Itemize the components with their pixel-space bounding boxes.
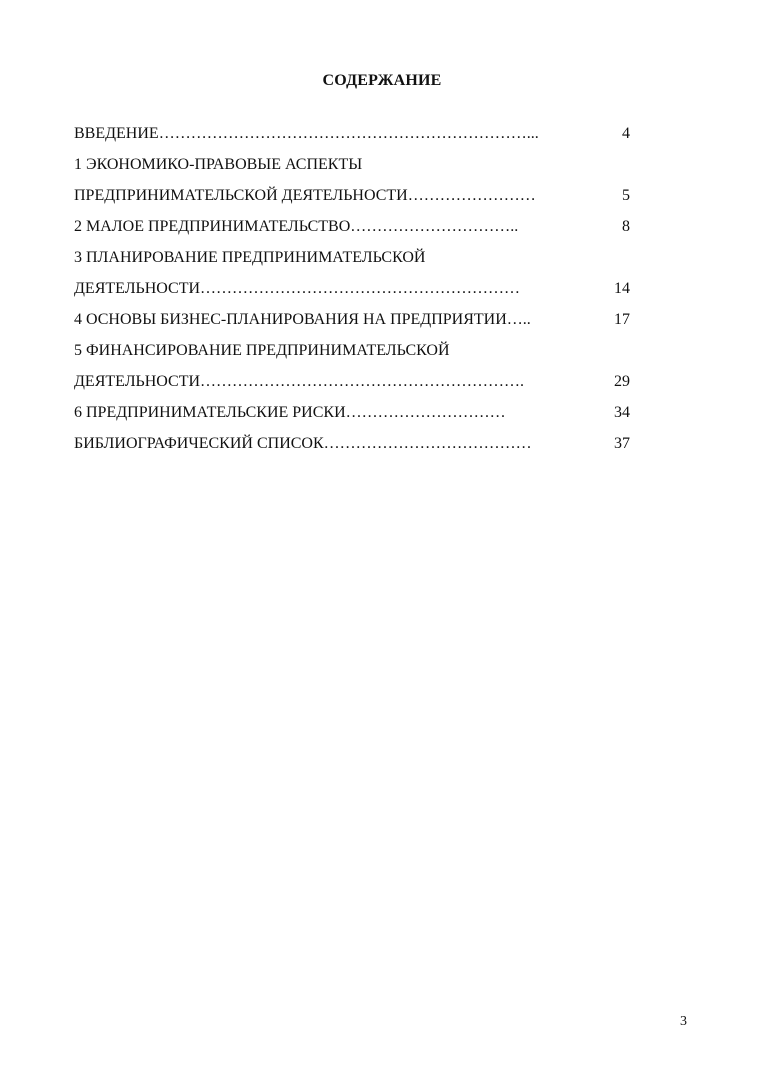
toc-entry-page: 4 [622,125,630,142]
toc-entry-text: 5 ФИНАНСИРОВАНИЕ ПРЕДПРИНИМАТЕЛЬСКОЙ [74,342,450,359]
toc-entry-page: 17 [614,311,630,328]
toc-entry-page: 29 [614,373,630,390]
toc-entry-section-2 [74,211,634,242]
toc-entry-text: 4 ОСНОВЫ БИЗНЕС-ПЛАНИРОВАНИЯ НА ПРЕДПРИЯТИИ….. [74,311,531,328]
toc-entry-bibliography [74,428,634,459]
page-number: 3 [680,1014,687,1029]
toc-title: СОДЕРЖАНИЕ [322,72,442,89]
toc-entry-page: 5 [622,187,630,204]
toc-entry-text: ПРЕДПРИНИМАТЕЛЬСКОЙ ДЕЯТЕЛЬНОСТИ…………………… [74,187,536,204]
toc-entry-section-1-line-2 [74,180,634,211]
toc-entry-section-5-line-1 [74,335,634,366]
toc-entry-text: ДЕЯТЕЛЬНОСТИ……………………………………………………. [74,373,525,390]
table-of-contents [74,118,634,459]
toc-entry-section-5-line-2 [74,366,634,397]
toc-entry-section-4 [74,304,634,335]
toc-entry-section-3-line-1 [74,242,634,273]
toc-entry-text: ВВЕДЕНИЕ……………………………………………………………... [74,125,539,142]
toc-entry-text: 1 ЭКОНОМИКО-ПРАВОВЫЕ АСПЕКТЫ [74,156,363,173]
toc-entry-text: 6 ПРЕДПРИНИМАТЕЛЬСКИЕ РИСКИ………………………… [74,404,506,421]
toc-entry-page: 37 [614,435,630,452]
toc-entry-text: ДЕЯТЕЛЬНОСТИ…………………………………………………… [74,280,521,297]
toc-entry-section-1-line-1 [74,149,634,180]
toc-entry-section-6 [74,397,634,428]
toc-entry-page: 34 [614,404,630,421]
toc-entry-text: 2 МАЛОЕ ПРЕДПРИНИМАТЕЛЬСТВО………………………….. [74,218,519,235]
toc-entry-page: 14 [614,280,630,297]
toc-entry-text: 3 ПЛАНИРОВАНИЕ ПРЕДПРИНИМАТЕЛЬСКОЙ [74,249,426,266]
toc-entry-introduction [74,118,634,149]
toc-entry-page: 8 [622,218,630,235]
toc-entry-text: БИБЛИОГРАФИЧЕСКИЙ СПИСОК………………………………… [74,435,532,452]
toc-entry-section-3-line-2 [74,273,634,304]
